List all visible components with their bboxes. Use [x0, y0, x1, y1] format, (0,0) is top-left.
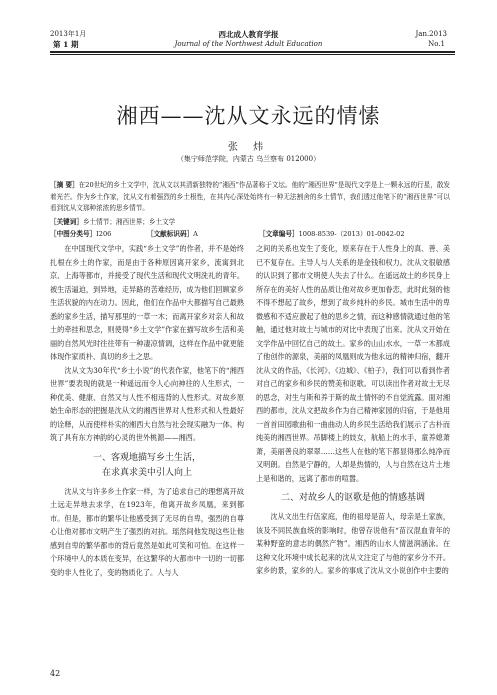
body-paragraph: 沈从文出生行伍家庭，他的祖母是苗人，母亲是土家族，该及不同民族血统的影响时，他曾存说他有“苗汉混血青年的某种野蛮的意志的偶然产物”。湘西的山水人情滋润涵泳。在这种文化环境中成长起来的沈从文注定了与他的家乡分不开。家乡的景，家乡的人。家乡的事成了沈从文小说创作中主要的 — [256, 512, 450, 575]
header-rule-thin — [50, 54, 455, 55]
header-issue-en: No.1 — [428, 40, 445, 48]
header-issue: 第 1 期 — [53, 40, 79, 49]
header-date-en: Jan.2013 — [415, 30, 447, 38]
clc-value: I206 — [96, 230, 112, 238]
right-column — [256, 242, 450, 680]
abstract-label: ［摘 要］ — [50, 181, 79, 189]
abstract — [50, 180, 450, 215]
body-paragraph: 之间的关系也发生了变化，原来存在于人性身上的真、善、美已不复存在。主导人与人关系的是金钱和权力。沈从文很敏感的认识到了都市文明使人失去了什么。在遥远故土的乡民身上所存在的美好人性的品质让他对故乡更加眷恋，此时此刻的他不得不想起了故乡，想到了故乡纯朴的乡民。城市生活中的卑微感和不适应激起了他的思乡之情，而这种感情就通过他的笔触，通过他对故土与城市的对比中表现了出来。沈从文开始在文学作品中回忆自己的故土。家乡的山山水水，一草一木都成了他创作的源泉，美丽的凤凰则成为他永远的精神归宿，翻开沈从文的作品，《长河》、《边城》、《柏子》，我们可以看到作者对自己的家乡和乡民的赞美和讴歌。可以读出作者对故土无尽的思念，对生与斯和养于斯的故土情怀的不自觉流露。面对湘西的都市，沈从文把故乡作为自己精神家园的归宿，于是他用一首首田园歌曲和一曲曲动人的乡民生活给我们展示了古朴而纯美的湘西世界。吊脚楼上的妓女，航船上的水手，童养媳萧萧，美丽善良的翠翠……这些人在他的笔下都显得那么纯净而又明朗。自然是宁静的，人却是热情的，人与自然在这片土地上是和谐的，远离了都市的喧嚣。 — [256, 244, 450, 483]
header-date: 2013年1月 — [50, 30, 87, 38]
abstract-text: 在20世纪的乡土文学中，沈从文以其清新独特的“湘西”作品著称于文坛。他的“湘西世界”是现代文学是上一颗永远的行星，散发着光芒。作为乡土作家，沈从文有着强烈的乡土根性，在其内心深处始终有一种无法割舍的乡土情节，我们透过他笔下的“湘西世界”可以看到沈从文那种浓浓的思乡情节。 — [50, 181, 451, 213]
doc-value: A — [193, 230, 198, 238]
clc-number — [50, 229, 111, 239]
section-heading-1-line2: 在求真求美中引人向上 — [101, 467, 192, 478]
header-rule-thick — [50, 51, 455, 53]
section-heading-1 — [50, 451, 244, 481]
journal-title-cn: 西北成人教育学报 — [218, 30, 279, 39]
document-code — [147, 229, 198, 239]
article-id — [259, 229, 405, 239]
section-heading-1-line1: 一、客观地描写乡土生活， — [92, 452, 201, 463]
section-heading-2: 二、对故乡人的讴歌是他的情感基调 — [280, 493, 425, 503]
body-paragraph: 在中国现代文学中，实践“乡土文学”的作者，并不是始终扎根在乡土的作家，而是由于各种原因离开家乡，流寓到北京、上海等都市，并接受了现代生活和现代文明洗礼的青年。被生活逼迫，到异地，走异路的苦难经历，成为他们回顾家乡生活状貌的内在动力。因此，他们在作品中大都描写自己最熟悉的家乡生活，描写那里的一草一木；而离开家乡对亲人和故土的牵挂和思念，则使得“乡土文学”作家在描写故乡生活和美丽的自然风光时往往带有一种凄凉情调，这样在作品中就更能体现作家质朴、真切的乡土之思。 — [50, 244, 244, 361]
article-author: 张 炜 — [227, 142, 270, 153]
article-title: 湘西——沈从文永远的情愫 — [116, 104, 381, 128]
body-paragraph: 沈从文与许多乡土作家一样，为了追求自己的理想离开故土远走异地去求学，在1923年，他离开故乡凤凰，来到都市。但是，都市的繁华让他感受到了无尽的自卑，强烈的自尊心让他对都市文明产生了强烈的对抗。瑶然间他发现这些让他感到自卑的繁华都市的背后竟然是如此可笑和可怕。在这样一个环境中人的本质在变异，在这繁华的大都市中一切的一切都变的非人性化了，变的物质化了。人与人 — [50, 486, 244, 577]
id-label: ［文章编号］ — [259, 230, 299, 238]
page-number: 42 — [50, 669, 61, 678]
body-paragraph: 沈从文为30年代“乡土小说”的代表作家，他笔下的“湘西世界”要表现的就是一种遥远而令人心向神往的人生形式，一种优美、健康、自然又与人性不相违背的人性形式。对故乡原始生命形态的把握是沈从文的湘西世界对人性形式和人性最好的诠释，从而使样朴实的湘西大自然与社会现实融为一体。构筑了具有东方神韵的心灵的世外桃源——湘西。 — [50, 365, 244, 442]
clc-label: ［中图分类号］ — [50, 230, 97, 238]
keywords-label: ［关键词］ — [50, 218, 83, 226]
left-column — [50, 242, 244, 665]
id-value: 1008-8539-（2013）01-0042-02 — [298, 230, 405, 238]
author-affiliation: （集宁师范学院，内蒙古 乌兰察布 012000） — [176, 155, 321, 163]
journal-title-en: Journal of the Northwest Adult Education — [174, 40, 323, 48]
keywords-text: 乡土情节；湘西世界；乡土文学 — [82, 218, 176, 226]
keywords — [50, 217, 175, 227]
doc-label: ［文献标识码］ — [147, 230, 194, 238]
